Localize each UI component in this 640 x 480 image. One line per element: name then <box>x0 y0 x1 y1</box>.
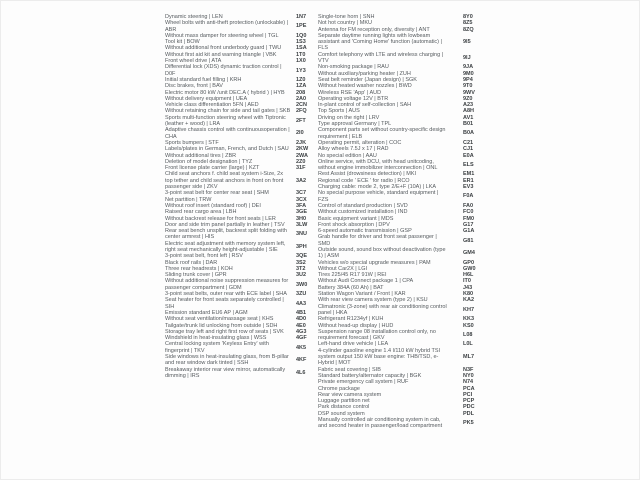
option-code: 9I5 <box>463 39 471 46</box>
option-description: 4-cylinder gasoline engine 1.4 l/110 kW hybrid TSI system output 150 kW base engine: THB/TSD, e-Hybrid | MOT <box>318 347 441 367</box>
option-code: 8Y0 <box>463 14 473 20</box>
option-code: ML7 <box>463 354 474 361</box>
option-description: Tailgate/trunk lid unlocking from outside | SDH <box>165 322 278 329</box>
option-description: Alloy wheels 7.5J x 17 | RAD <box>318 146 389 153</box>
option-code: 3U2 <box>296 272 307 279</box>
equipment-entry <box>165 278 317 291</box>
option-code: 1SA <box>296 45 307 52</box>
option-code: L0L <box>463 341 473 348</box>
equipment-entry <box>165 171 317 190</box>
option-description: Raised rear cargo area | LBH <box>165 209 237 216</box>
equipment-entry <box>165 297 317 310</box>
option-description: Top Sports | AUS <box>318 108 360 115</box>
option-code: C21 <box>463 139 474 146</box>
option-description: Without first aid kit and warning triangle | VBK <box>165 51 277 58</box>
option-code: PDL <box>463 410 474 417</box>
option-description: Electric seat adjustment with memory system left, right seat mechanically height-adjustable | SIE <box>165 240 286 253</box>
option-code: EM1 <box>463 171 475 178</box>
option-code: H6L <box>463 272 474 279</box>
option-description: Without backrest release for front seats | LER <box>165 215 276 222</box>
option-code: 8Z5 <box>463 20 473 27</box>
option-description: Comfort telephony with LTE and wireless charging | VTV <box>318 51 444 65</box>
option-code: EV3 <box>463 184 474 191</box>
option-code: 9M0 <box>463 70 474 77</box>
option-description: Without head-up display | HUD <box>318 322 394 329</box>
equipment-entry <box>165 127 317 140</box>
option-description: Three rear headrests | KOH <box>165 265 233 272</box>
equipment-entry <box>318 33 484 52</box>
option-description: Labels/plates in German, French, and Dutch | SAU <box>165 146 289 153</box>
option-description: Rest Assist (drowsiness detection) | MKI <box>318 171 417 178</box>
option-description: Station Wagon Variant / Front | KAR <box>318 291 406 298</box>
option-code: 3QE <box>296 253 308 260</box>
option-code: FA0 <box>463 202 474 209</box>
option-description: In-plant control of self-collection | SAH <box>318 102 412 109</box>
option-code: 9P4 <box>463 76 473 83</box>
option-code: K80 <box>463 291 474 298</box>
option-description: Climatronic (3-zone) with rear air conditioning control panel | HKA <box>318 303 447 316</box>
option-code: A8H <box>463 108 475 115</box>
option-description: Without heated washer nozzles | BWD <box>318 83 412 90</box>
option-code: FM0 <box>463 215 474 222</box>
option-description: Chrome package <box>318 385 360 392</box>
option-code: 9Z0 <box>463 95 473 102</box>
option-code: 1PE <box>296 23 307 30</box>
option-code: 4D0 <box>296 316 307 323</box>
option-description: No special edition | AAU <box>318 152 377 159</box>
option-code: 4B1 <box>296 309 307 316</box>
option-description: Without customized installation | IND <box>318 209 408 216</box>
option-description: Adaptive chassis control with continuousoperation | CHA <box>165 127 290 140</box>
option-code: PCI <box>463 391 473 398</box>
option-description: Online service, with DCU, with head unitcoding, without engine immobilizer interconnection | ONL <box>318 158 438 172</box>
option-description: Black roof rails | DAR <box>165 259 218 266</box>
option-code: 9JA <box>463 64 474 71</box>
option-code: 3H0 <box>296 215 307 222</box>
option-code: 3ZU <box>296 291 307 298</box>
option-description: Side windows in heat-insulating glass, from B-pillar and rear window dark tinted | SSH <box>165 354 289 367</box>
option-code: IT0 <box>463 278 471 285</box>
option-code: PCA <box>463 385 475 392</box>
option-code: 9T0 <box>463 83 473 90</box>
option-description: Front shock absorption | DPV <box>318 221 390 228</box>
option-description: Front wheel drive | ATA <box>165 58 222 65</box>
option-description: Battery 384A (60 Ah) | BAT <box>318 284 384 291</box>
option-code: KA2 <box>463 297 475 304</box>
option-code: 1ZA <box>296 83 307 90</box>
option-code: 31F <box>296 165 306 172</box>
option-code: PK5 <box>463 420 474 427</box>
option-code: 2FQ <box>296 108 307 115</box>
option-code: ELS <box>463 161 474 168</box>
option-description: 3-point seat belts, outer rear with ECE label | SHA <box>165 291 287 298</box>
option-code: KH7 <box>463 306 475 313</box>
option-description: Not hot country | MKU <box>318 20 373 27</box>
option-description: No special purpose vehicle, standard equipment | FZS <box>318 190 439 203</box>
option-description: Electric motor 80 kW /unit DEC.A ( hybrid ) | HYB <box>165 89 285 96</box>
equipment-entry <box>318 190 484 203</box>
option-code: E0A <box>463 152 474 159</box>
option-description: 6-speed automatic transmission | GSP <box>318 228 412 235</box>
option-code: 3C7 <box>296 190 307 197</box>
option-code: 2WA <box>296 152 308 159</box>
option-description: Without auxiliary/parking heater | ZUH <box>318 70 411 77</box>
equipment-list-right <box>318 14 484 430</box>
option-code: AV1 <box>463 114 474 121</box>
option-description: Without roof insert (standard roof) | DEI <box>165 202 261 209</box>
option-description: Without Car2X | LGI <box>318 265 368 272</box>
option-code: KS0 <box>463 322 474 329</box>
option-description: Operating voltage 12V | BTR <box>318 95 389 102</box>
option-code: 3W0 <box>296 281 308 288</box>
option-code: L08 <box>463 331 473 338</box>
option-description: Tool kit | BOW <box>165 39 200 46</box>
option-description: Without additional front underbody guard | TWU <box>165 45 282 52</box>
equipment-entry <box>165 367 317 380</box>
option-code: CJ1 <box>463 146 474 153</box>
option-code: 3S2 <box>296 259 306 266</box>
equipment-entry <box>318 127 484 140</box>
equipment-entry <box>318 234 484 247</box>
option-code: GP0 <box>463 259 475 266</box>
option-code: 3CX <box>296 196 307 203</box>
option-description: Standard battery/alternator capacity | BGK <box>318 372 422 379</box>
option-description: Dynamic steering | LEN <box>165 14 223 20</box>
option-description: 3-point seat belt, front left | RSV <box>165 253 243 260</box>
equipment-entry <box>165 228 317 241</box>
option-code: 1Z0 <box>296 76 306 83</box>
option-code: 2A0 <box>296 95 307 102</box>
option-description: Without retaining chain for side and tail gates | SKB <box>165 108 291 115</box>
equipment-entry <box>318 247 484 260</box>
option-description: Vehicles w/o special upgrade measures | PAM <box>318 259 431 266</box>
equipment-entry <box>165 241 317 254</box>
option-description: Central locking system 'Keyless Entry' with fingerprint | TKV <box>165 341 269 354</box>
option-description: 3-point seat belt for center rear seat | SHM <box>165 190 269 197</box>
option-code: 2FT <box>296 117 306 124</box>
option-code: J43 <box>463 284 473 291</box>
option-description: Rear seat bench unsplit, backrest split folding with center armrest | HIS <box>165 228 287 241</box>
option-description: Private emergency call system | RUF <box>318 379 409 386</box>
option-description: Charging cable: mode 2, type 2/E+F (10A) | LKA <box>318 184 437 191</box>
option-code: 3A2 <box>296 177 307 184</box>
option-description: Without delivery equipment | UEA <box>165 95 248 102</box>
option-code: 1Q0 <box>296 32 307 39</box>
option-code: 4K5 <box>296 344 307 351</box>
option-code: 1N7 <box>296 14 307 20</box>
option-description: DSP sound system <box>318 410 365 417</box>
option-code: 8ZQ <box>463 26 474 33</box>
option-code: G1A <box>463 228 475 235</box>
equipment-entry <box>165 64 317 77</box>
option-code: 3NU <box>296 231 308 238</box>
option-description: Grab handle for driver and front seat passenger | SMD <box>318 234 437 247</box>
option-code: 3LW <box>296 221 308 228</box>
option-description: Antenna for FM reception only, diversity | ANT <box>318 26 430 33</box>
option-code: KK3 <box>463 316 475 323</box>
option-description: Separate daytime running lights with lowbeam assistant and 'Coming Home' function (automatic) | FLS <box>318 32 442 52</box>
option-description: Sports bumpers | STF <box>165 139 219 146</box>
option-description: Luggage partition net <box>318 398 370 405</box>
option-code: 9IJ <box>463 54 471 61</box>
option-description: Outside sound, sound box without deactivation (type 1) | ASM <box>318 246 446 260</box>
option-code: 2Z0 <box>296 158 306 165</box>
option-description: Breakaway interior rear view mirror, automatically dimming | IRS <box>165 366 286 379</box>
option-code: G81 <box>463 237 474 244</box>
option-code: 4GF <box>296 335 307 342</box>
option-code: 4G3 <box>296 328 307 335</box>
equipment-entry <box>318 348 484 367</box>
option-description: Left-hand drive vehicle | LEA <box>318 341 389 348</box>
option-code: GM4 <box>463 250 475 257</box>
option-code: GW0 <box>463 265 476 272</box>
option-description: Without mass damper for steering wheel | TGL <box>165 32 279 39</box>
option-code: 3T2 <box>296 265 306 272</box>
option-code: 1Y3 <box>296 67 306 74</box>
option-description: Without seat ventilation/massage seat | KHS <box>165 316 274 323</box>
option-code: 2I0 <box>296 130 304 137</box>
option-code: PCP <box>463 398 475 405</box>
option-code: 3FA <box>296 202 307 209</box>
option-description: Windshield in heat-insulating glass | WSS <box>165 335 267 342</box>
equipment-entry <box>318 329 484 342</box>
option-description: Without additional tires | ZBR <box>165 152 237 159</box>
option-code: 1S3 <box>296 39 306 46</box>
option-description: Front license plate carrier (large) | KZT <box>165 165 260 172</box>
equipment-entry <box>165 341 317 354</box>
option-description: Differential lock (XDS) dynamic traction control | D0F <box>165 64 282 77</box>
option-description: Basic equipment variant | MDS <box>318 215 394 222</box>
option-description: Emission standard EU6 AP | AGM <box>165 309 248 316</box>
option-description: Door and side trim panel partially in leather | TSV <box>165 221 285 228</box>
option-code: N74 <box>463 379 474 386</box>
option-code: G17 <box>463 221 474 228</box>
option-code: FC0 <box>463 209 474 216</box>
option-code: 3PH <box>296 243 307 250</box>
equipment-entry <box>318 417 484 430</box>
equipment-list-left <box>165 14 317 379</box>
option-description: With rear view camera system (type 2) | KSU <box>318 297 428 304</box>
equipment-entry <box>165 20 317 33</box>
option-description: Initial standard fuel filling | KRH <box>165 76 242 83</box>
option-code: B0A <box>463 130 475 137</box>
option-description: Disc brakes, front | BAV <box>165 83 223 90</box>
equipment-entry <box>318 304 484 317</box>
option-description: Park distance control <box>318 404 370 411</box>
equipment-entry <box>318 52 484 65</box>
option-code: F0A <box>463 193 474 200</box>
option-description: Operating permit, alteration | COC <box>318 139 402 146</box>
option-description: Non-smoking package | RAU <box>318 64 389 71</box>
option-description: Refrigerant R1234yf | KUH <box>318 316 384 323</box>
option-description: Wheel bolts with anti-theft protection (unlockable) | ABR <box>165 20 289 33</box>
option-code: 2CN <box>296 102 308 109</box>
option-code: 2JK <box>296 139 307 146</box>
option-code: ER1 <box>463 177 474 184</box>
option-code: 9WV <box>463 89 475 96</box>
option-description: Driving on the right | LRV <box>318 114 380 121</box>
option-description: Without additional noise suppression measures for passenger compartment | GDM <box>165 278 289 291</box>
option-description: Child seat anchors f. child seat system i-Size, 2x top tether and child seat anchors in front on front passenger side | ZKV <box>165 171 284 191</box>
option-description: Type approval Germany | TPL <box>318 121 392 128</box>
option-description: Rear view camera system <box>318 391 382 398</box>
option-description: Sports multi-function steering wheel with Tiptronic (leather + wood) | LRA <box>165 114 286 128</box>
option-description: Seat belt reminder (Japan design) | SGK <box>318 76 417 83</box>
option-description: Vehicle class differentiation 5FN | AED <box>165 102 259 109</box>
option-description: Deletion of model designation | TYZ <box>165 158 253 165</box>
option-description: Manually controlled air conditioning system in cab, and second heater in passenger/load compartment <box>318 417 443 430</box>
option-code: 3GE <box>296 209 308 216</box>
option-code: A23 <box>463 102 474 109</box>
option-description: Tires 225/45 R17 91W | REI <box>318 272 387 279</box>
option-code: 4A3 <box>296 300 307 307</box>
option-code: 1X0 <box>296 58 306 65</box>
option-description: Single-tone horn | SNH <box>318 14 375 20</box>
option-description: Without Audi Connect package 1 | CPA <box>318 278 414 285</box>
option-description: Wireless RSE 'App' | AUD <box>318 89 382 96</box>
option-code: 208 <box>296 89 306 96</box>
option-description: Storage tray left and right first row of seats | SVK <box>165 328 284 335</box>
option-code: 4KF <box>296 357 307 364</box>
option-description: Fabric seat covering | SIB <box>318 366 381 373</box>
option-description: Net partition | TRW <box>165 196 212 203</box>
option-description: Control of standard production | SVD <box>318 202 408 209</box>
option-code: 4E0 <box>296 322 306 329</box>
equipment-entry <box>318 159 484 172</box>
equipment-entry <box>165 354 317 367</box>
option-description: Component parts set without country-specific design requirement | ELB <box>318 127 446 140</box>
option-code: NY0 <box>463 372 474 379</box>
option-description: Sliding trunk cover | GPR <box>165 272 227 279</box>
option-description: Seat heater for front seats separately controlled | SIH <box>165 297 284 310</box>
option-code: PDC <box>463 404 475 411</box>
option-description: Suspension range 08 installation control only, no requirement forecast | GKV <box>318 328 436 342</box>
option-code: N3F <box>463 366 474 373</box>
option-code: B01 <box>463 121 474 128</box>
option-code: 2KW <box>296 146 309 153</box>
option-description: Regional code ' ECE ' for radio | RCO <box>318 177 410 184</box>
option-code: 1T0 <box>296 51 306 58</box>
option-code: 4L6 <box>296 369 306 376</box>
equipment-entry <box>165 115 317 128</box>
